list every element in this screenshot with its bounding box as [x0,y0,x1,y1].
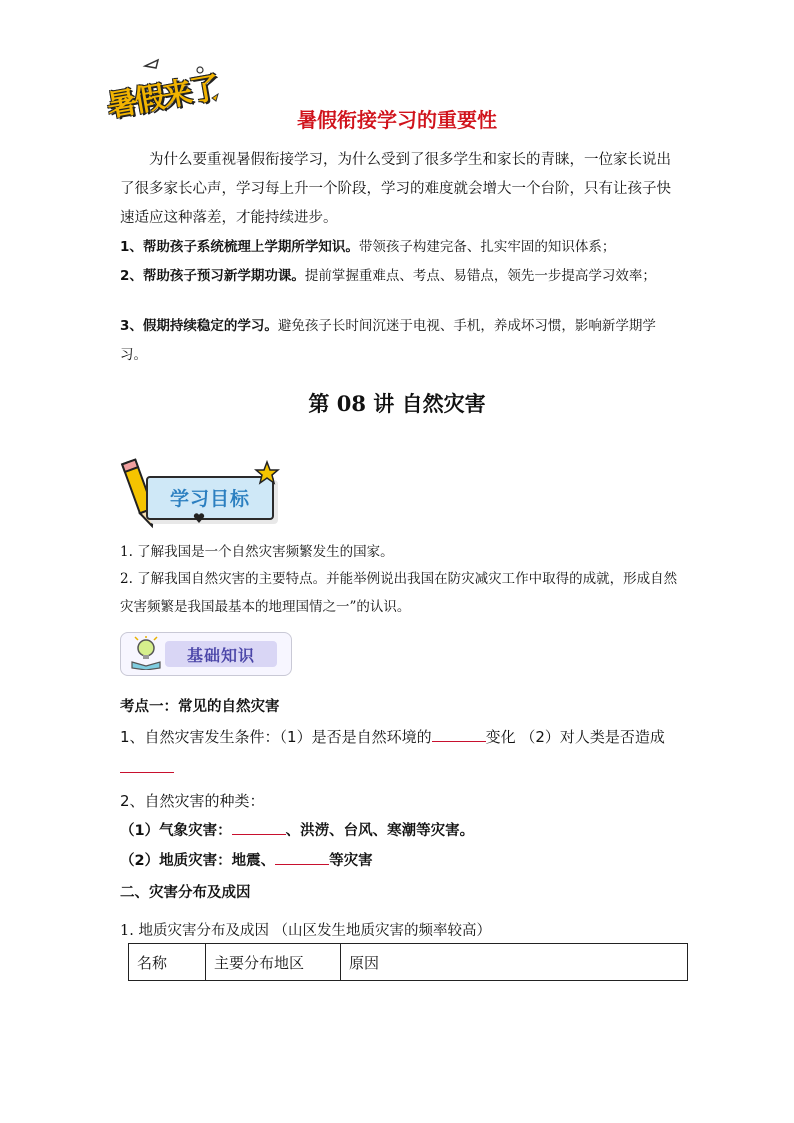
table-header-region: 主要分布地区 [206,944,341,981]
type-2-text-b: 等灾害 [329,853,373,869]
point-1 [120,233,676,262]
condition-blank-2[interactable] [120,756,174,773]
type-1-blank[interactable] [232,818,286,835]
geo-disaster-table [128,943,688,981]
learning-goal-label: 学习目标 [169,488,250,510]
goal-2: 2. 了解我国自然灾害的主要特点。并能举例说出我国在防灾减灾工作中取得的成就，形成自然灾害频繁是我国最基本的地理国情之一”的认识。 [120,571,678,615]
type-1-text-b: 、洪涝、台风、寒潮等灾害。 [285,823,475,839]
table-header-name: 名称 [129,944,206,981]
main-title: 暑假衔接学习的重要性 [297,108,497,132]
point-2 [120,262,676,291]
type-2-text-a: （2）地质灾害：地震、 [120,853,276,869]
point-3-bold: 3、假期持续稳定的学习。 [120,318,278,334]
condition-paragraph [120,722,680,784]
basic-knowledge-label: 基础知识 [186,646,255,665]
heart-icon [193,512,205,524]
point-3-text: 避免孩子长时间沉迷于电视、手机，养成坏习惯，影响新学期学习。 [120,318,656,363]
section-2-title: 二、灾害分布及成因 [120,885,251,901]
types-title: 2、自然灾害的种类： [120,792,265,810]
table-header-row [129,944,688,981]
star-icon [254,460,280,486]
lesson-title: 第 08 讲 自然灾害 [308,391,486,416]
point-1-bold: 1、帮助孩子系统梳理上学期所学知识。 [120,239,359,255]
kp1-title: 考点一：常见的自然灾害 [120,699,280,715]
geo-disaster-title: 1. 地质灾害分布及成因 （山区发生地质灾害的频率较高） [120,923,492,939]
type-1 [120,816,680,846]
goal-1: 1. 了解我国是一个自然灾害频繁发生的国家。 [120,544,394,560]
condition-text-b: 变化 （2）对人类是否造成 [485,728,665,746]
condition-blank-1[interactable] [432,725,486,742]
point-2-text: 提前掌握重难点、考点、易错点，领先一步提高学习效率； [304,268,656,284]
point-3 [120,312,676,370]
type-1-text-a: （1）气象灾害： [120,823,232,839]
basic-knowledge-label-bg [165,641,277,667]
lightbulb-book-icon [130,636,162,670]
condition-text-a: 1、自然灾害发生条件：（1）是否是自然环境的 [120,728,432,746]
intro-paragraph: 为什么要重视暑假衔接学习，为什么受到了很多学生和家长的青睐，一位家长说出了很多家长心声，学习每上升一个阶段，学习的难度就会增大一个台阶，只有让孩子快速适应这种落差，才能持续进步。 [120,152,671,226]
point-1-text: 带领孩子构建完备、扎实牢固的知识体系； [358,239,616,255]
logo-text: 暑假来了 [104,70,221,125]
point-2-bold: 2、帮助孩子预习新学期功课。 [120,268,305,284]
table-header-cause: 原因 [341,944,688,981]
type-2-blank[interactable] [275,848,329,865]
type-2 [120,846,680,876]
